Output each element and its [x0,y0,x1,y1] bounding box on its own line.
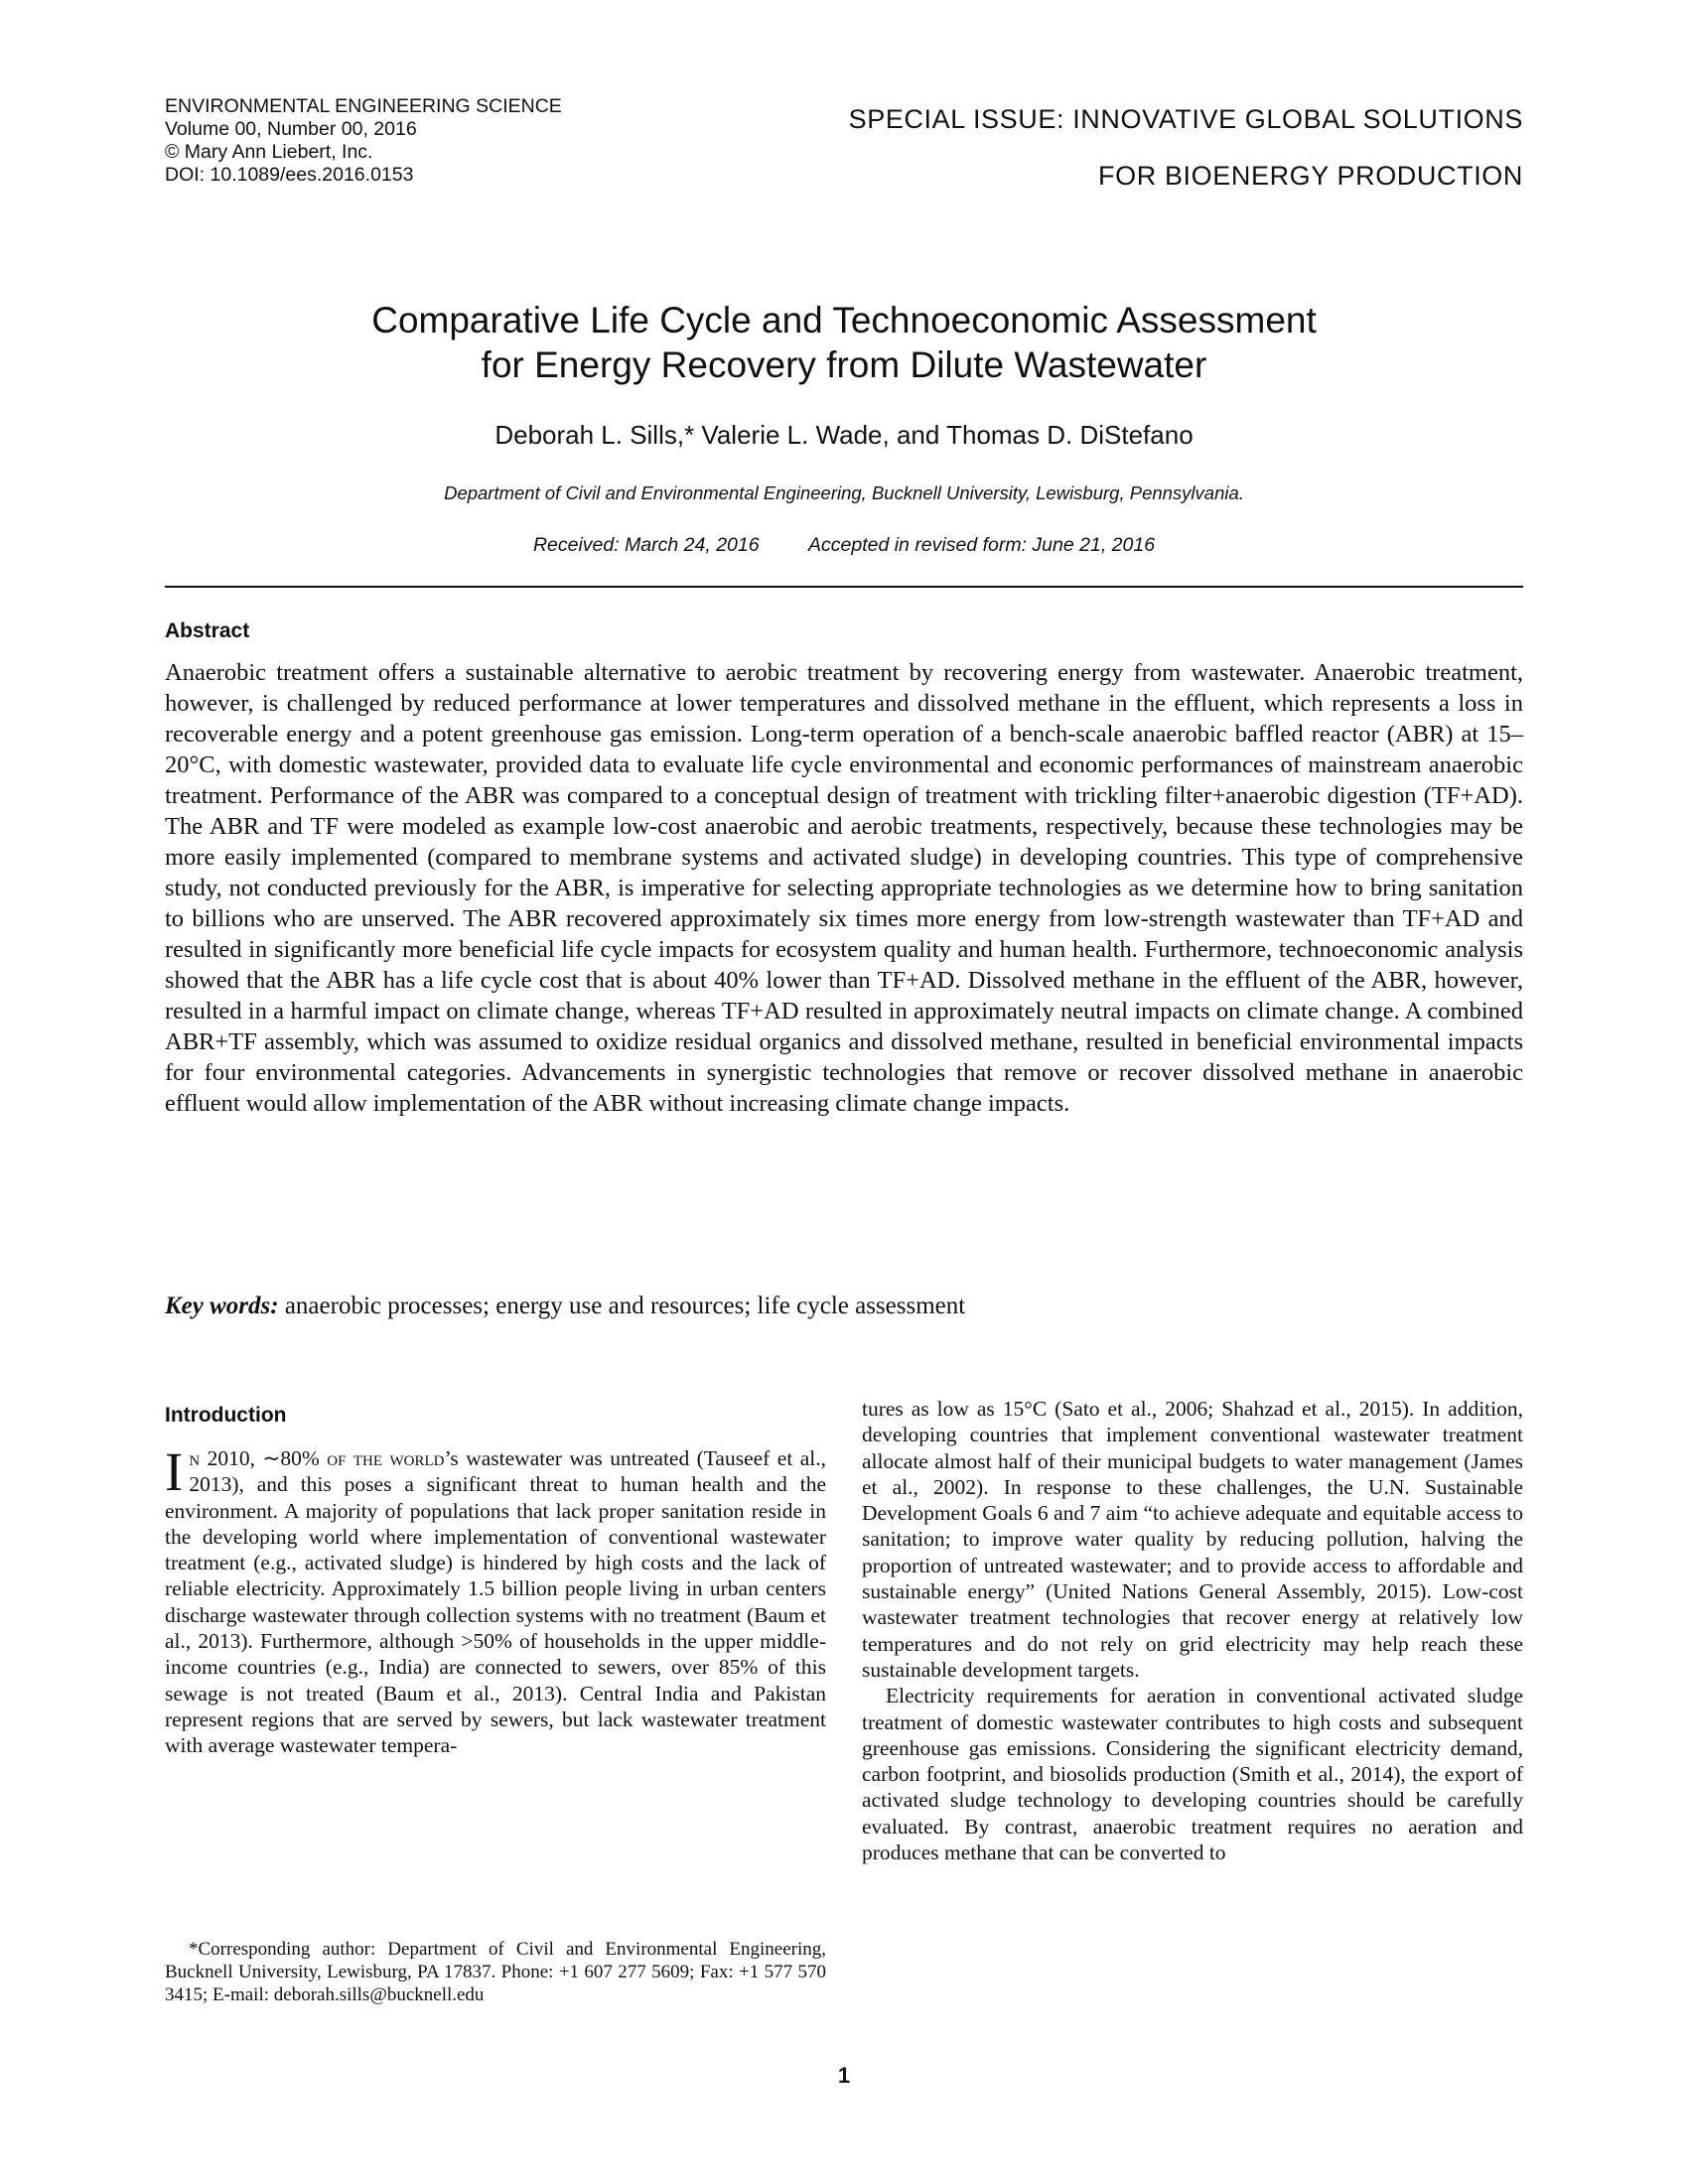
article-title [165,298,1523,387]
intro-paragraph-2: Electricity requirements for aeration in conventional activated sludge treatment of domestic wastewater contributes to high costs and subsequent greenhouse gas emissions. Considering the significant electricity demand, carbon footprint, and biosolids production (Smith et al., 2014), the export of activated sludge technology to developing countries should be carefully evaluated. By contrast, anaerobic treatment requires no aeration and produces methane that can be converted to [862,1684,1523,1865]
special-issue-banner [630,91,1523,205]
left-column [165,1441,826,1759]
drop-cap: I [165,1441,184,1502]
journal-volume: Volume 00, Number 00, 2016 [165,118,417,140]
corresponding-author-footnote: *Corresponding author: Department of Civil and Environmental Engineering, Bucknell University, Lewisburg, PA 17837. Phone: +1 607 277 5609; Fax: +1 577 570 3415; E-mail: deborah.sills@bucknell.edu [165,1939,826,2005]
affiliation: Department of Civil and Environmental Engineering, Bucknell University, Lewisburg, Pennsylvania. [444,482,1244,503]
title-line2: for Energy Recovery from Dilute Wastewater [481,344,1207,385]
intro-paragraph-1-continued: tures as low as 15°C (Sato et al., 2006; Shahzad et al., 2015). In addition, developing countries that implement conventional wastewater treatment allocate almost half of their municipal budgets to water management (James et al., 2002). In response to these challenges, the U.N. Sustainable Development Goals 6 and 7 aim “to achieve adequate and equitable access to sanitation; to improve water quality by reducing pollution, halving the proportion of untreated wastewater; and to provide access to affordable and sustainable energy” (United Nations General Assembly, 2015). Low-cost wastewater treatment technologies that recover energy at relatively low temperatures and do not rely on grid electricity may help reach these sustainable development targets. [862,1397,1523,1682]
title-line1: Comparative Life Cycle and Technoeconomic Assessment [371,300,1317,341]
received-date: Received: March 24, 2016 [532,534,760,556]
keywords-label: Key words: [165,1293,279,1319]
special-issue-line1: SPECIAL ISSUE: INNOVATIVE GLOBAL SOLUTIONS [848,104,1523,134]
introduction-heading: Introduction [165,1404,287,1427]
intro-lead-smallcaps: n 2010, ∼80% of the world [189,1446,445,1470]
keywords [165,1291,1523,1321]
right-column [862,1396,1523,1865]
journal-publisher: © Mary Ann Liebert, Inc. [165,141,373,163]
abstract-text: Anaerobic treatment offers a sustainable alternative to aerobic treatment by recovering energy from wastewater. Anaerobic treatment, however, is challenged by reduced performance at lower temperatures and dissolved methane in the effluent, which represents a loss in recoverable energy and a potent greenhouse gas emission. Long-term operation of a bench-scale anaerobic baffled reactor (ABR) at 15–20°C, with domestic wastewater, provided data to evaluate life cycle environmental and economic performances of mainstream anaerobic treatment. Performance of the ABR was compared to a conceptual design of treatment with trickling filter+anaerobic digestion (TF+AD). The ABR and TF were modeled as example low-cost anaerobic and aerobic treatments, respectively, because these technologies may be more easily implemented (compared to membrane systems and activated sludge) in developing countries. This type of comprehensive study, not conducted previously for the ABR, is imperative for selecting appropriate technologies as we determine how to bring sanitation to billions who are unserved. The ABR recovered approximately six times more energy from low-strength wastewater than TF+AD and resulted in significantly more beneficial life cycle impacts for ecosystem quality and human health. Furthermore, technoeconomic analysis showed that the ABR has a life cycle cost that is about 40% lower than TF+AD. Dissolved methane in the effluent of the ABR, however, resulted in a harmful impact on climate change, whereas TF+AD resulted in approximately neutral impacts on climate change. A combined ABR+TF assembly, which was assumed to oxidize residual organics and dissolved methane, resulted in beneficial environmental impacts for four environmental categories. Advancements in synergistic technologies that remove or recover dissolved methane in anaerobic effluent would allow implementation of the ABR without increasing climate change impacts. [165,659,1523,1117]
journal-info [165,95,681,187]
keywords-list: anaerobic processes; energy use and resources; life cycle assessment [284,1293,966,1319]
author-list: Deborah L. Sills,* Valerie L. Wade, and Thomas D. DiStefano [494,420,1194,450]
article-dates [165,534,1523,557]
journal-name: ENVIRONMENTAL ENGINEERING SCIENCE [165,95,562,117]
intro-paragraph-1 [165,1441,826,1759]
abstract-heading: Abstract [165,619,250,642]
page-number: 1 [837,2063,851,2088]
header-divider [165,586,1523,588]
special-issue-line2: FOR BIOENERGY PRODUCTION [1098,161,1523,191]
journal-doi: DOI: 10.1089/ees.2016.0153 [165,164,414,186]
accepted-date: Accepted in revised form: June 21, 2016 [808,534,1156,556]
intro-paragraph-1-text: ’s wastewater was untreated (Tauseef et al., 2013), and this poses a significant threat to human health and the environment. A majority of populations that lack proper sanitation reside in the developing world where implementation of conventional wastewater treatment (e.g., activated sludge) is hindered by high costs and the lack of reliable electricity. Approximately 1.5 billion people living in urban centers discharge wastewater through collection systems with no treatment (Baum et al., 2013). Furthermore, although >50% of households in the upper middle-income countries (e.g., India) are connected to sewers, over 85% of this sewage is not treated (Baum et al., 2013). Central India and Pakistan represent regions that are served by sewers, but lack wastewater treatment with average wastewater tempera- [165,1446,826,1758]
